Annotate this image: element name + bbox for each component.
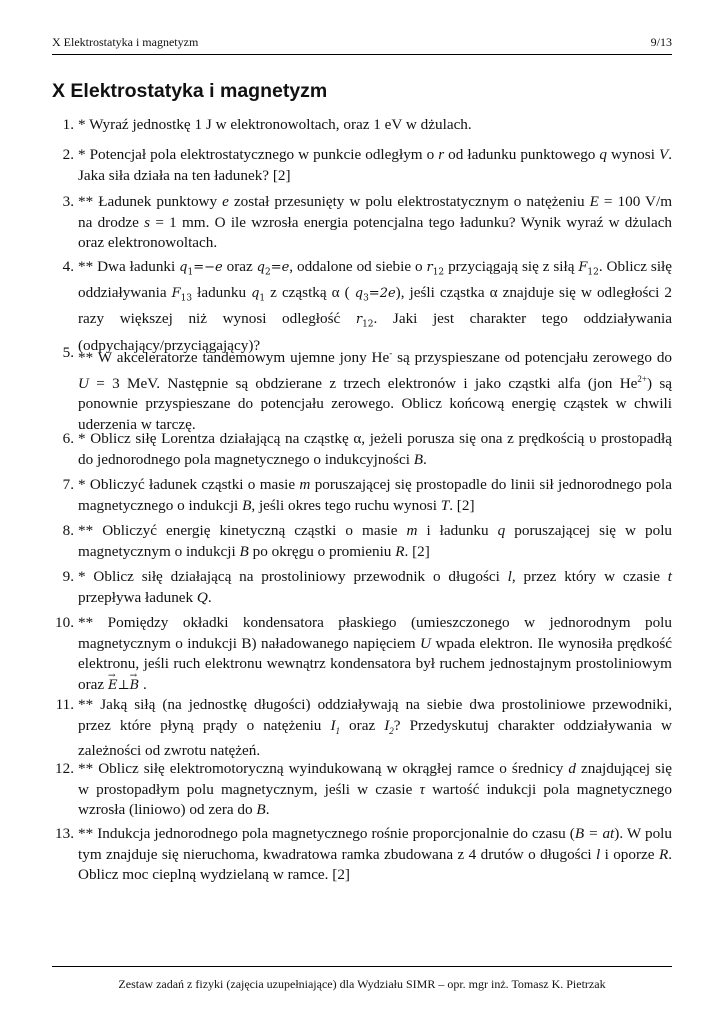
problem-number: 1. — [62, 116, 74, 133]
problem-11 — [52, 695, 672, 762]
variable: U — [420, 634, 431, 652]
footer-divider — [52, 966, 672, 967]
variable: l — [507, 568, 512, 585]
page-number: 9/13 — [650, 34, 672, 49]
problem-text: , oddalone od siebie o — [289, 258, 423, 275]
problem-text: przepływa ładunek — [78, 588, 194, 606]
formula-q1: $q_1=-e$ — [179, 260, 223, 278]
problem-text: od ładunku punktowego — [448, 146, 596, 163]
problem-text: ** Jaką siłą (na jednostkę długości) oddziaływają na siebie dwa prostoliniowe przewodniki, przez które płyną prądy o natężeniu — [78, 696, 672, 734]
variable: U — [78, 374, 89, 392]
problem-6 — [52, 429, 672, 470]
header-title: X Elektrostatyka i magnetyzm — [52, 34, 199, 49]
formula-q3: $q_3=2e$ — [354, 286, 396, 304]
superscript: 2+ — [637, 373, 647, 384]
problem-text: , przez który w czasie — [511, 568, 660, 585]
variable: d — [568, 760, 576, 777]
problem-text: * Wyraź jednostkę 1 J w elektronowoltach, oraz 1 eV w dżulach. — [78, 116, 472, 133]
problem-text: ** Pomiędzy okładki kondensatora płaskiego (umieszczonego w jednorodnym polu magnetycznym o indukcji B) naładowanego napięciem — [78, 614, 672, 652]
problem-number: 12. — [55, 760, 74, 777]
problem-text: oraz — [226, 258, 253, 275]
problem-number: 9. — [62, 568, 74, 585]
problem-4 — [52, 257, 672, 356]
problem-number: 5. — [62, 344, 74, 361]
problem-text: = 3 MeV. Następnie są obdzierane z trzech elektronów i jako cząstki alfa (jon He — [96, 374, 638, 392]
problem-text: wartość indukcji pola magnetycznego wzrosła (liniowo) od zera do — [78, 780, 672, 819]
problem-text: . — [207, 588, 212, 606]
problem-number: 6. — [62, 430, 74, 447]
problem-1 — [52, 115, 672, 136]
problem-8 — [52, 521, 672, 562]
problem-text: * Oblicz siłę działającą na prostoliniowy przewodnik o długości — [78, 568, 500, 585]
problem-text: ) są ponownie przyspieszane do potencjału zerowego. Oblicz końcową energię cząstek w chwili uderzenia w tarczę. — [78, 374, 672, 433]
problem-number: 4. — [62, 258, 74, 275]
problem-text: ? Przedyskutuj charakter oddziaływania w zależności od zwrotu natężeń. — [78, 716, 673, 760]
problem-number: 8. — [62, 522, 74, 539]
formula-r12: $r_{12}$ — [426, 260, 445, 278]
variable: t — [667, 568, 673, 585]
problem-text: . — [423, 450, 427, 468]
problem-text: ** Dwa ładunki — [78, 258, 176, 275]
problem-text: . [2] — [449, 496, 475, 514]
problem-text: przyciągają się z siłą — [448, 258, 575, 275]
variable: V — [658, 146, 669, 163]
problem-text: po okręgu o promieniu — [252, 542, 392, 560]
problem-number: 10. — [55, 614, 74, 631]
problem-9 — [52, 567, 672, 608]
variable: $I_2$ — [384, 716, 394, 736]
variable: s — [144, 213, 151, 231]
problem-3 — [52, 192, 672, 254]
problem-text: . — [143, 675, 147, 693]
variable: B — [242, 496, 252, 514]
problem-text: . Oblicz moc cieplną wydzielaną w ramce. [2] — [78, 845, 673, 884]
problem-text: * Oblicz siłę Lorentza działającą na cząstkę α, jeżeli porusza się ona z prędkością υ prostopadłą do jednorodnego pola magnetycznego o indukcyjności — [78, 430, 672, 468]
problem-number: 13. — [55, 825, 74, 842]
variable: τ — [419, 780, 425, 798]
problem-text: . [2] — [404, 542, 430, 560]
problem-text: i ładunku — [426, 522, 489, 539]
variable: q — [497, 522, 506, 539]
problem-number: 7. — [62, 476, 74, 493]
problem-number: 2. — [62, 146, 74, 163]
section-title: X Elektrostatyka i magnetyzm — [52, 80, 328, 102]
formula-q2: $q_2=e$ — [256, 260, 290, 278]
variable: B — [413, 450, 424, 468]
problem-13 — [52, 824, 672, 886]
variable: B — [239, 542, 249, 560]
problem-number: 11. — [55, 696, 74, 713]
variable: m — [299, 476, 311, 493]
problem-2 — [52, 145, 672, 186]
problem-text: oraz — [349, 716, 376, 734]
problem-text: znajdującej się w prostopadłym polu magnetycznym, jeśli w czasie — [78, 760, 673, 798]
variable: q — [599, 146, 608, 163]
variable: r — [438, 146, 445, 163]
problem-7 — [52, 475, 672, 516]
header-divider — [52, 54, 672, 55]
formula-f12: $F_{12}$ — [578, 260, 599, 278]
problem-text: i oporze — [604, 845, 655, 863]
problem-text: ** Ładunek punktowy — [78, 193, 218, 210]
problem-text: poruszającej się prostopadle do linii sił jednorodnego pola magnetycznego o indukcji — [78, 476, 672, 514]
problem-text: ** Oblicz siłę elektromotoryczną wyindukowaną w okrągłej ramce o średnicy — [78, 760, 564, 777]
problem-text: ** Indukcja jednorodnego pola magnetycznego rośnie proporcjonalnie do czasu ( — [78, 825, 575, 842]
problem-number: 3. — [62, 193, 74, 210]
variable: R — [658, 845, 669, 863]
problem-text: = 100 V/m na drodze — [78, 193, 673, 231]
variable: l — [595, 845, 601, 863]
variable: m — [406, 522, 418, 539]
formula-f13: $F_{13}$ — [171, 286, 193, 304]
problem-text: ** W akceleratorze tandemowym ujemne jony He — [78, 349, 390, 367]
problem-text: ). W polu tym znajduje się nieruchoma, kwadratowa ramka zbudowana z 4 drutów o długości — [78, 825, 672, 863]
problem-text: . Jaki jest charakter tego oddziaływania (odpychający/przyciągający)? — [78, 310, 673, 354]
problem-text: ** Obliczyć energię kinetyczną cząstki o masie — [78, 522, 398, 539]
problem-text: z cząstką α ( — [270, 284, 350, 302]
variable: $I_1$ — [330, 716, 340, 736]
problem-text: ładunku — [197, 284, 247, 302]
problem-text: . Jaka siła działa na ten ładunek? [2] — [78, 146, 673, 184]
formula-q1-ref: $q_1$ — [251, 286, 266, 304]
problem-text: poruszającej się w polu magnetycznym o indukcji — [78, 522, 673, 560]
variable: B = at — [574, 825, 615, 842]
page-header — [52, 34, 672, 50]
variable: Q — [196, 588, 208, 606]
superscript: - — [389, 348, 393, 358]
variable: e — [222, 193, 229, 210]
problem-10 — [52, 613, 672, 696]
problem-text: * Obliczyć ładunek cząstki o masie — [78, 476, 296, 493]
problem-text: . — [265, 801, 270, 819]
problem-text: , jeśli okres tego ruchu wynosi — [251, 496, 437, 514]
formula-r12-ref: $r_{12}$ — [355, 312, 374, 330]
problem-5 — [52, 343, 672, 436]
variable: B — [256, 801, 266, 819]
problem-text: * Potencjał pola elektrostatycznego w punkcie odległym o — [78, 146, 435, 163]
variable: T — [440, 496, 450, 514]
problem-text: . Oblicz siłę oddziaływania — [78, 258, 673, 302]
variable: E — [589, 193, 599, 210]
problem-12 — [52, 759, 672, 821]
problem-text: ), jeśli cząstka α znajduje się w odległości 2 razy większej niż wynosi odległość — [78, 284, 672, 328]
problem-text: wynosi — [611, 146, 655, 163]
page-footer: Zestaw zadań z fizyki (zajęcia uzupełniające) dla Wydziału SIMR – opr. mgr inż. Tomasz K. Pietrzak — [118, 977, 606, 991]
formula-e-perp-b: → E⊥→ B — [108, 678, 139, 693]
problem-text: wpada elektron. Ile wynosiła prędkość elektronu, jeśli ruch elektronu wewnątrz kondensatora był ruchem jednostajnym prostoliniowym oraz — [78, 634, 673, 693]
problem-text: został przesunięty w polu elektrostatycznym o natężeniu — [233, 193, 585, 210]
variable: R — [395, 542, 405, 560]
problem-text: są przyspieszane od potencjału zerowego do — [397, 349, 673, 367]
problem-text: = 1 mm. O ile wzrosła energia potencjalna tego ładunku? Wynik wyraź w dżulach oraz elektronowoltach. — [78, 213, 673, 252]
